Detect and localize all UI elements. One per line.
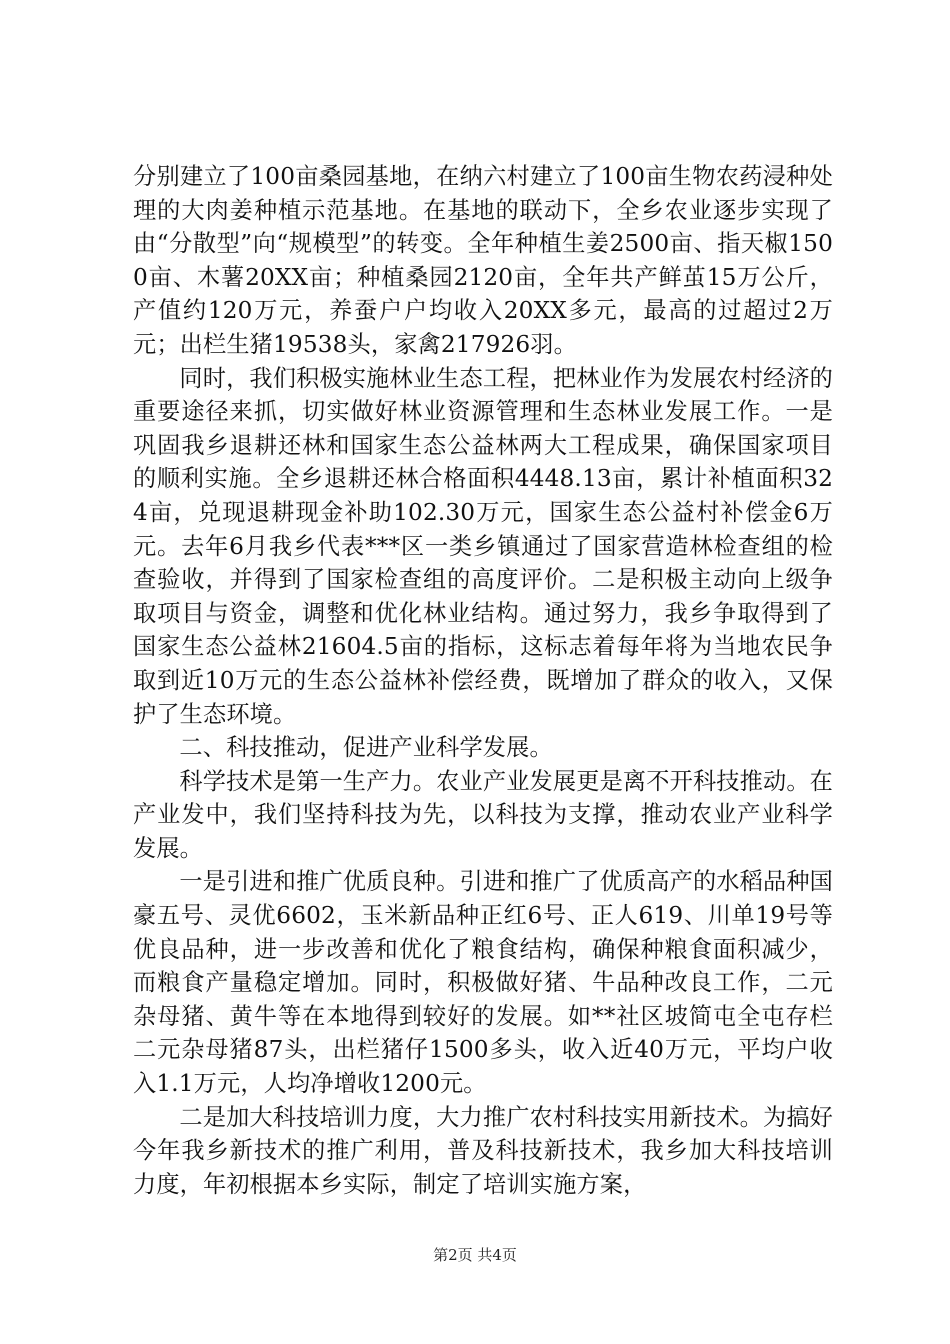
page-footer (0, 1245, 950, 1265)
section-heading: 二、科技推动，促进产业科学发展。 (179, 734, 553, 762)
page-number: 第2页 共4页 (433, 1246, 517, 1264)
paragraph-5: 二是加大科技培训力度，大力推广农村科技实用新技术。为搞好今年我乡新技术的推广利用，普及科技新技术，我乡加大科技培训力度，年初根据本乡实际，制定了培训实施方案， (133, 1103, 833, 1198)
paragraph-3: 科学技术是第一生产力。农业产业发展更是离不开科技推动。在产业发中，我们坚持科技为先，以科技为支撑，推动农业产业科学发展。 (133, 767, 833, 862)
paragraph-2: 同时，我们积极实施林业生态工程，把林业作为发展农村经济的重要途径来抓，切实做好林业资源管理和生态林业发展工作。一是巩固我乡退耕还林和国家生态公益林两大工程成果，确保国家项目的顺利实施。全乡退耕还林合格面积4448.13亩，累计补植面积324亩，兑现退耕现金补助102.30万元，国家生态公益村补偿金6万元。去年6月我乡代表***区一类乡镇通过了国家营造林检查组的检查验收，并得到了国家检查组的高度评价。二是积极主动向上级争取项目与资金，调整和优化林业结构。通过努力，我乡争取得到了国家生态公益林21604.5亩的指标，这标志着每年将为当地农民争取到近10万元的生态公益林补偿经费，既增加了群众的收入，又保护了生态环境。 (133, 364, 833, 728)
paragraph-4: 一是引进和推广优质良种。引进和推广了优质高产的水稻品种国豪五号、灵优6602，玉米新品种正红6号、正人619、川单19号等优良品种，进一步改善和优化了粮食结构，确保种粮食面积减少，而粮食产量稳定增加。同时，积极做好猪、牛品种改良工作，二元杂母猪、黄牛等在本地得到较好的发展。如**社区坡简屯全屯存栏二元杂母猪87头，出栏猪仔1500多头，收入近40万元，平均户收入1.1万元，人均净增收1200元。 (133, 868, 833, 1098)
paragraph-1: 分别建立了100亩桑园基地，在纳六村建立了100亩生物农药浸种处理的大肉姜种植示范基地。在基地的联动下，全乡农业逐步实现了由“分散型”向“规模型”的转变。全年种植生姜2500亩、指天椒1500亩、木薯20XX亩；种植桑园2120亩，全年共产鲜茧15万公斤，产值约120万元，养蚕户户均收入20XX多元，最高的过超过2万元；出栏生猪19538头，家禽217926羽。 (133, 163, 833, 358)
document-body (133, 160, 833, 1201)
